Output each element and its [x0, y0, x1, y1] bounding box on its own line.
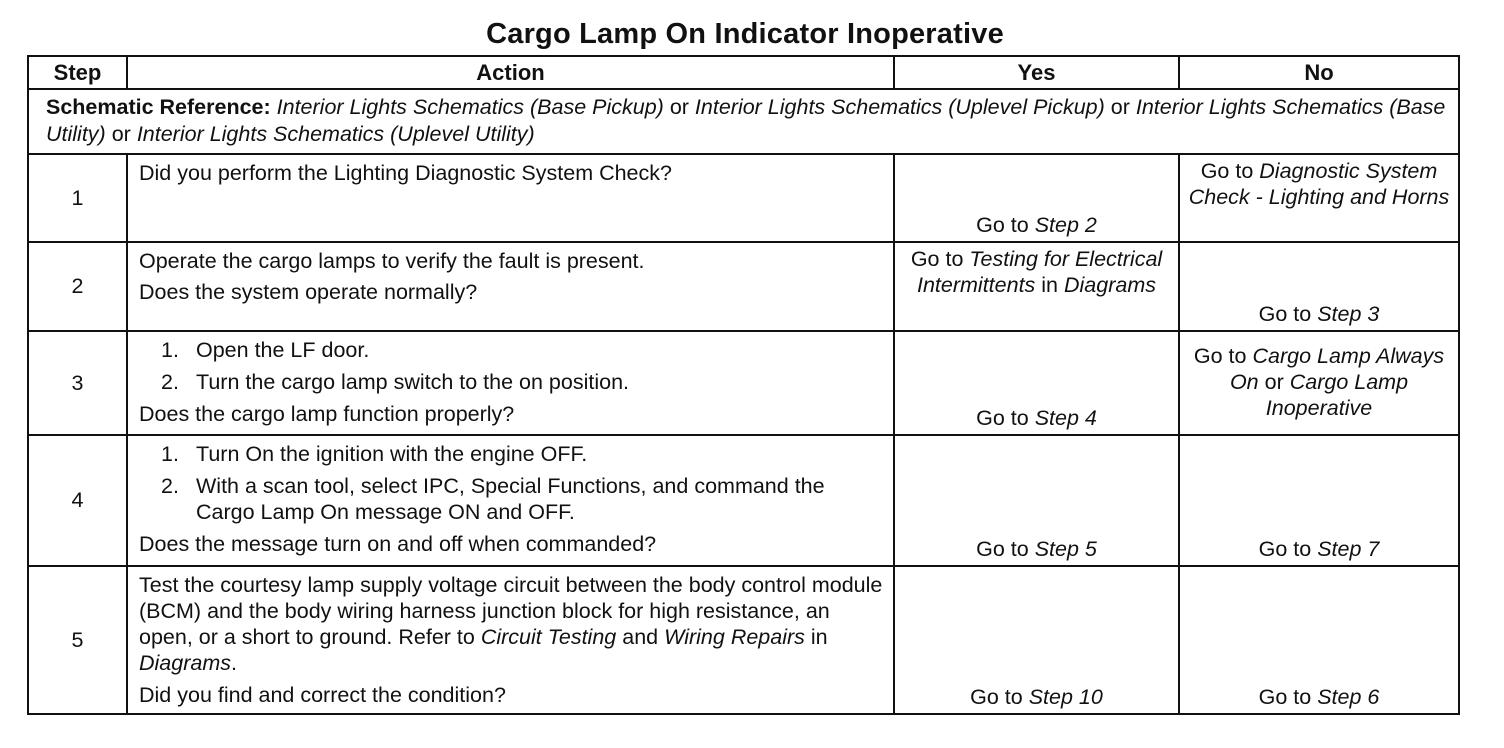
- action-question: Did you perform the Lighting Diagnostic System Check?: [139, 161, 672, 185]
- connector-text: or: [111, 122, 131, 146]
- no-cell: [1179, 566, 1459, 714]
- goto-text: Go to: [1258, 537, 1312, 561]
- schematic-ref: Interior Lights Schematics (Uplevel Utility): [136, 122, 535, 146]
- no-cell: [1179, 435, 1459, 566]
- no-cell: [1179, 242, 1459, 331]
- yes-cell: [894, 435, 1179, 566]
- list-item: 2. Turn the cargo lamp switch to the on position.: [161, 370, 630, 394]
- goto-ref: Step 2: [1034, 213, 1097, 237]
- list-item: 1. Open the LF door.: [161, 338, 370, 362]
- yes-cell: [894, 331, 1179, 435]
- schematic-ref: Interior Lights Schematics (Base Utility): [46, 95, 1446, 146]
- action-question: Does the message turn on and off when commanded?: [139, 532, 657, 556]
- yes-cell: [894, 154, 1179, 242]
- list-item: 2. With a scan tool, select IPC, Special Functions, and command the Cargo Lamp On message ON and OFF.: [161, 474, 825, 524]
- goto-text: Go to: [976, 213, 1029, 237]
- table-row: [28, 331, 1459, 435]
- action-cell: [127, 242, 894, 331]
- schematic-reference-row: [28, 89, 1459, 154]
- schematic-ref: Interior Lights Schematics (Base Pickup): [276, 95, 664, 119]
- goto-ref: Step 10: [1028, 685, 1103, 709]
- goto-ref: Step 3: [1317, 302, 1380, 326]
- goto-ref: Cargo Lamp Always On: [1229, 343, 1445, 394]
- action-instruction: Operate the cargo lamps to verify the fault is present.: [139, 249, 645, 273]
- doc-ref: Circuit Testing: [480, 625, 617, 649]
- connector-text: or: [1264, 369, 1284, 394]
- step-number: 1: [28, 154, 127, 242]
- goto-text: Go to: [910, 247, 964, 271]
- action-question: Does the system operate normally?: [139, 280, 478, 304]
- table-row: [28, 435, 1459, 566]
- goto-text: Go to: [1258, 302, 1312, 326]
- schematic-ref: Interior Lights Schematics (Uplevel Pickup): [694, 95, 1105, 119]
- table-row: [28, 154, 1459, 242]
- step-number: 3: [28, 331, 127, 435]
- goto-text: Go to: [976, 406, 1029, 430]
- page-title: Cargo Lamp On Indicator Inoperative: [486, 18, 1004, 50]
- connector-text: in: [1041, 273, 1059, 297]
- schematic-label: Schematic Reference:: [46, 95, 271, 119]
- header-step: Step: [28, 56, 127, 89]
- goto-ref: Cargo Lamp Inoperative: [1265, 369, 1409, 420]
- table-row: [28, 242, 1459, 331]
- goto-ref: Step 4: [1034, 406, 1097, 430]
- table-row: [28, 566, 1459, 714]
- connector-text: or: [1110, 95, 1130, 119]
- action-steps-list: [139, 337, 883, 395]
- header-action: Action: [127, 56, 894, 89]
- goto-text: Go to: [1258, 685, 1312, 709]
- goto-text: Go to: [1193, 343, 1247, 368]
- action-instruction: Test the courtesy lamp supply voltage circuit between the body control module (BCM) and the body wiring harness junction block for high resistance, an open, or a short to ground. Refer to Circuit Testing and Wiring Repairs in Diagrams.: [139, 573, 883, 675]
- yes-cell: [894, 242, 1179, 331]
- header-no: No: [1179, 56, 1459, 89]
- step-number: 2: [28, 242, 127, 331]
- schematic-reference: [28, 89, 1459, 154]
- action-steps-list: [139, 441, 883, 525]
- header-row: [28, 56, 1459, 89]
- no-cell: [1179, 331, 1459, 435]
- list-item: 1. Turn On the ignition with the engine OFF.: [161, 442, 588, 466]
- diagnostic-table: [27, 55, 1460, 715]
- connector-text: or: [669, 95, 689, 119]
- action-cell: [127, 435, 894, 566]
- no-cell: [1179, 154, 1459, 242]
- goto-text: Go to: [970, 685, 1023, 709]
- goto-text: Go to: [1200, 159, 1254, 183]
- yes-cell: [894, 566, 1179, 714]
- action-cell: [127, 331, 894, 435]
- goto-ref: Step 5: [1034, 537, 1097, 561]
- goto-ref: Step 7: [1317, 537, 1380, 561]
- doc-ref: Wiring Repairs: [664, 625, 805, 649]
- goto-ref: Diagnostic System Check - Lighting and Horns: [1188, 159, 1450, 209]
- doc-ref: Diagrams: [139, 651, 231, 675]
- goto-ref: Testing for Electrical Intermittents: [917, 247, 1163, 297]
- header-yes: Yes: [894, 56, 1179, 89]
- goto-ref: Diagrams: [1064, 273, 1156, 297]
- action-question: Does the cargo lamp function properly?: [139, 402, 515, 426]
- action-cell: [127, 154, 894, 242]
- step-number: 4: [28, 435, 127, 566]
- step-number: 5: [28, 566, 127, 714]
- goto-ref: Step 6: [1317, 685, 1380, 709]
- goto-text: Go to: [976, 537, 1029, 561]
- action-question: Did you find and correct the condition?: [139, 683, 506, 707]
- action-cell: [127, 566, 894, 714]
